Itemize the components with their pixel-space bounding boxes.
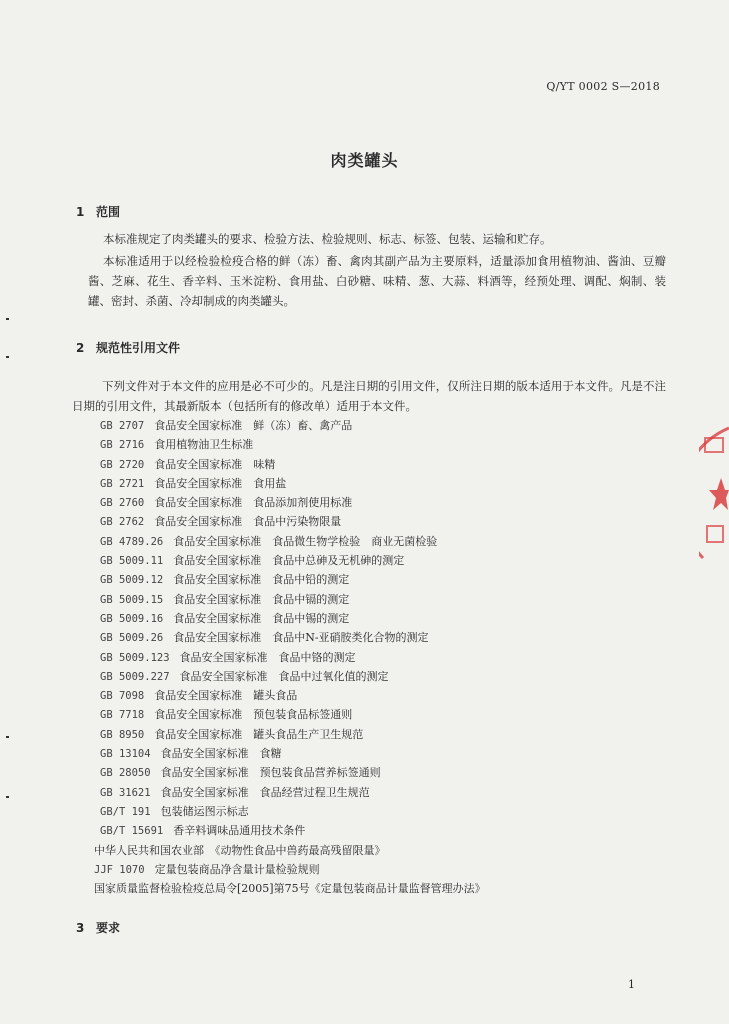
reference-item [100,648,486,667]
reference-item [100,551,486,570]
reference-title: 国家质量监督检验检疫总局令[2005]第75号《定量包装商品计量监督管理办法》 [94,882,486,896]
reference-item [100,686,486,705]
reference-title: 食品安全国家标准 食品中总砷及无机砷的测定 [173,554,405,568]
reference-item [100,570,486,589]
reference-item [100,493,486,512]
reference-title: 食品安全国家标准 食品中N-亚硝胺类化合物的测定 [173,631,429,645]
reference-item [100,512,486,531]
reference-title: 食品安全国家标准 食品微生物学检验 商业无菌检验 [173,534,438,548]
reference-code: GB 2720 [100,458,145,471]
reference-title: 食品安全国家标准 罐头食品 [154,689,298,703]
reference-code: GB 28050 [100,767,151,780]
reference-title: 食品安全国家标准 食品中铬的测定 [179,650,356,664]
references-intro-paragraph: 下列文件对于本文件的应用是必不可少的。凡是注日期的引用文件，仅所注日期的版本适用于本文件。凡是不注日期的引用文件，其最新版本（包括所有的修改单）适用于本文件。 [72,379,666,413]
reference-title: 食品安全国家标准 食品中过氧化值的测定 [179,669,389,683]
reference-title: 包装储运图示标志 [160,804,249,818]
reference-title: 食品安全国家标准 食品中污染物限量 [154,515,342,529]
reference-code: GB 5009.227 [100,670,170,683]
reference-code: GB 5009.26 [100,632,164,645]
reference-title: 食品安全国家标准 食用盐 [154,476,287,490]
reference-code: GB 31621 [100,786,151,799]
reference-code: GB 2760 [100,497,145,510]
reference-title: 食用植物油卫生标准 [154,438,254,452]
reference-item [94,860,486,879]
binder-mark [6,318,9,320]
reference-code: GB 2716 [100,439,145,452]
reference-code: GB 2721 [100,477,145,490]
reference-title: 中华人民共和国农业部 《动物性食品中兽药最高残留限量》 [94,843,386,857]
reference-item [100,763,486,782]
section-3-heading [76,919,120,936]
reference-code: GB 7098 [100,690,145,703]
reference-item [100,532,486,551]
reference-item [100,744,486,763]
binder-mark [6,736,9,738]
red-seal-fragment [699,418,729,578]
section-1-heading [76,203,120,220]
reference-title: 食品安全国家标准 食品中镉的测定 [173,592,350,606]
document-title: 肉类罐头 [330,151,399,170]
reference-code: GB 5009.123 [100,651,170,664]
binder-mark [6,796,9,798]
scope-paragraph-1: 本标准规定了肉类罐头的要求、检验方法、检验规则、标志、标签、包装、运输和贮存。 [103,232,552,246]
reference-code: GB/T 191 [100,805,151,818]
reference-item [100,455,486,474]
reference-item [100,590,486,609]
reference-item [94,879,486,898]
reference-title: 食品安全国家标准 食品添加剂使用标准 [154,496,353,510]
reference-title: 食品安全国家标准 预包装食品营养标签通则 [160,766,381,780]
reference-title: 食品安全国家标准 食糖 [160,747,282,761]
scope-paragraph-2: 本标准适用于以经检验检疫合格的鲜（冻）畜、禽肉其副产品为主要原料，适量添加食用植物油、酱油、豆瓣酱、芝麻、花生、香辛料、玉米淀粉、食用盐、白砂糖、味精、葱、大蒜、料酒等，经预处理、调配、焖制、装罐、密封、杀菌、冷却制成的肉类罐头。 [88,254,666,308]
reference-title: 食品安全国家标准 食品中铅的测定 [173,573,350,587]
reference-title: 食品安全国家标准 食品中锡的测定 [173,611,350,625]
reference-item [100,821,486,840]
section-2-heading [76,339,180,356]
section-number: 2 [76,341,85,355]
page-number: 1 [628,978,635,991]
reference-title: 食品安全国家标准 预包装食品标签通则 [154,708,353,722]
reference-title: 食品安全国家标准 鲜（冻）畜、禽产品 [154,419,353,432]
reference-code: GB 5009.12 [100,574,164,587]
reference-code: GB 5009.16 [100,612,164,625]
reference-item [100,667,486,686]
reference-code: GB 7718 [100,709,145,722]
reference-item [100,783,486,802]
reference-item [100,474,486,493]
reference-item [100,609,486,628]
section-title: 规范性引用文件 [96,341,181,355]
reference-item [100,802,486,821]
binder-mark [6,356,9,358]
reference-item [100,435,486,454]
reference-code: GB 2707 [100,420,145,432]
standard-code: Q/YT 0002 S—2018 [546,80,660,93]
reference-title: 食品安全国家标准 罐头食品生产卫生规范 [154,727,364,741]
reference-item [100,628,486,647]
reference-code: JJF 1070 [94,863,145,876]
reference-item [100,416,486,435]
reference-list [94,416,486,898]
reference-code: GB 5009.15 [100,593,164,606]
reference-item [100,705,486,724]
reference-code: GB 5009.11 [100,555,164,568]
reference-title: 食品安全国家标准 味精 [154,457,276,471]
reference-title: 定量包装商品净含量计量检验规则 [154,862,320,876]
reference-code: GB/T 15691 [100,825,164,838]
reference-item [94,841,486,860]
section-number: 1 [76,205,85,219]
reference-code: GB 13104 [100,748,151,761]
reference-code: GB 2762 [100,516,145,529]
reference-title: 香辛料调味品通用技术条件 [173,824,306,838]
reference-item [100,725,486,744]
section-title: 范围 [96,205,121,219]
reference-code: GB 4789.26 [100,535,164,548]
section-number: 3 [76,921,85,935]
reference-title: 食品安全国家标准 食品经营过程卫生规范 [160,785,370,799]
seal-shape [699,418,729,578]
section-title: 要求 [96,921,121,935]
reference-code: GB 8950 [100,728,145,741]
